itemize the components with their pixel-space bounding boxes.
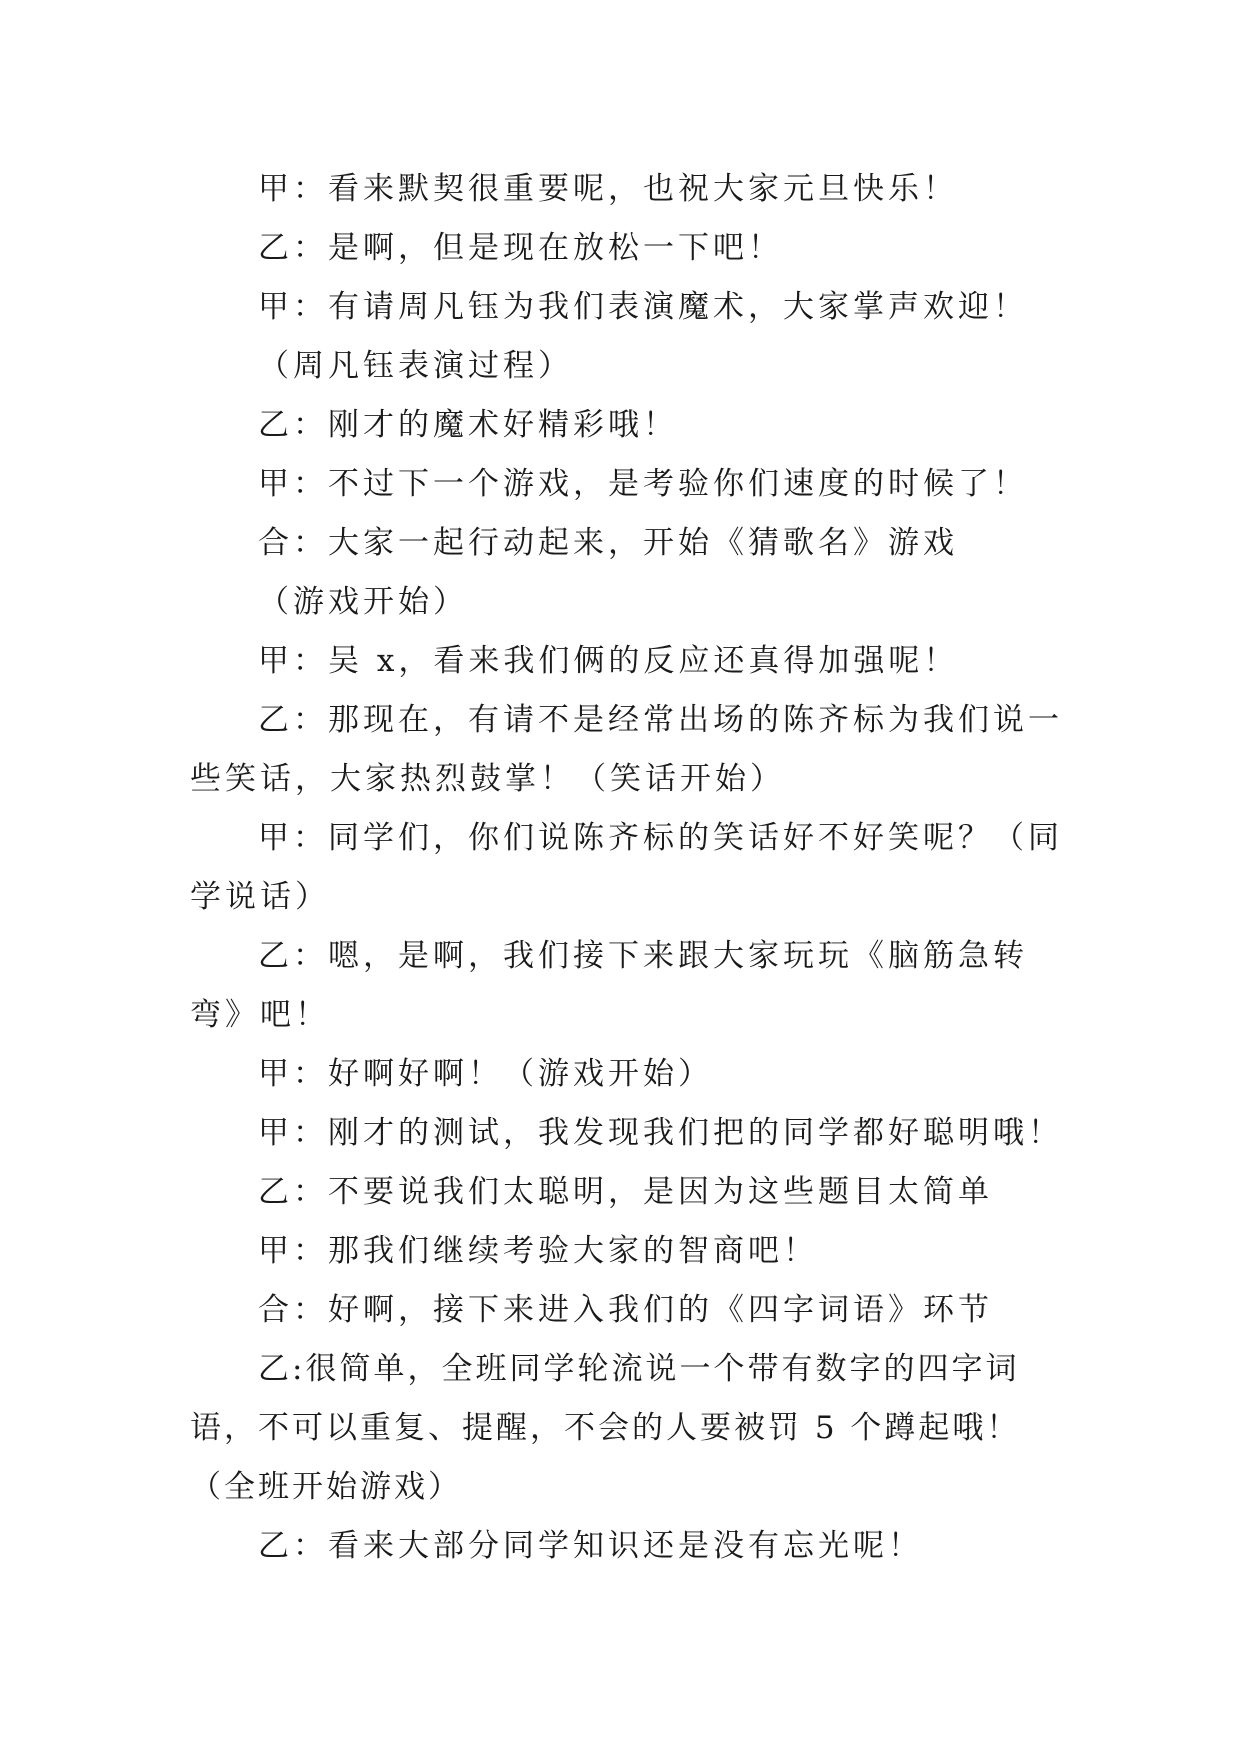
paragraph: 甲：看来默契很重要呢，也祝大家元旦快乐！ (258, 171, 958, 207)
paragraph: 乙：是啊，但是现在放松一下吧！ (258, 230, 783, 266)
paragraph: 乙：看来大部分同学知识还是没有忘光呢！ (258, 1528, 923, 1564)
paragraph: 甲：吴 x，看来我们俩的反应还真得加强呢！ (258, 643, 959, 679)
paragraph: 乙：嗯，是啊，我们接下来跟大家玩玩《脑筋急转弯》吧！ (190, 938, 1028, 1033)
document-body (190, 160, 1070, 1576)
paragraph: 合：大家一起行动起来，开始《猜歌名》游戏 (258, 525, 958, 561)
paragraph: 甲：不过下一个游戏，是考验你们速度的时候了！ (258, 466, 1028, 502)
paragraph: （周凡钰表演过程） (258, 348, 573, 384)
paragraph: 甲：同学们，你们说陈齐标的笑话好不好笑呢？（同学说话） (190, 820, 1063, 915)
paragraph: （游戏开始） (258, 584, 468, 620)
paragraph: 乙：刚才的魔术好精彩哦！ (258, 407, 678, 443)
paragraph: 甲：那我们继续考验大家的智商吧！ (258, 1233, 818, 1269)
paragraph: 甲：有请周凡钰为我们表演魔术，大家掌声欢迎！ (258, 289, 1028, 325)
paragraph: 乙:很简单，全班同学轮流说一个带有数字的四字词语，不可以重复、提醒，不会的人要被罚 5 个蹲起哦！（全班开始游戏） (190, 1351, 1021, 1505)
paragraph: 甲：刚才的测试，我发现我们把的同学都好聪明哦！ (258, 1115, 1063, 1151)
paragraph: 合：好啊，接下来进入我们的《四字词语》环节 (258, 1292, 993, 1328)
paragraph: 乙：不要说我们太聪明，是因为这些题目太简单 (258, 1174, 993, 1210)
paragraph: 乙：那现在，有请不是经常出场的陈齐标为我们说一些笑话，大家热烈鼓掌！（笑话开始） (190, 702, 1063, 797)
paragraph: 甲：好啊好啊！（游戏开始） (258, 1056, 713, 1092)
